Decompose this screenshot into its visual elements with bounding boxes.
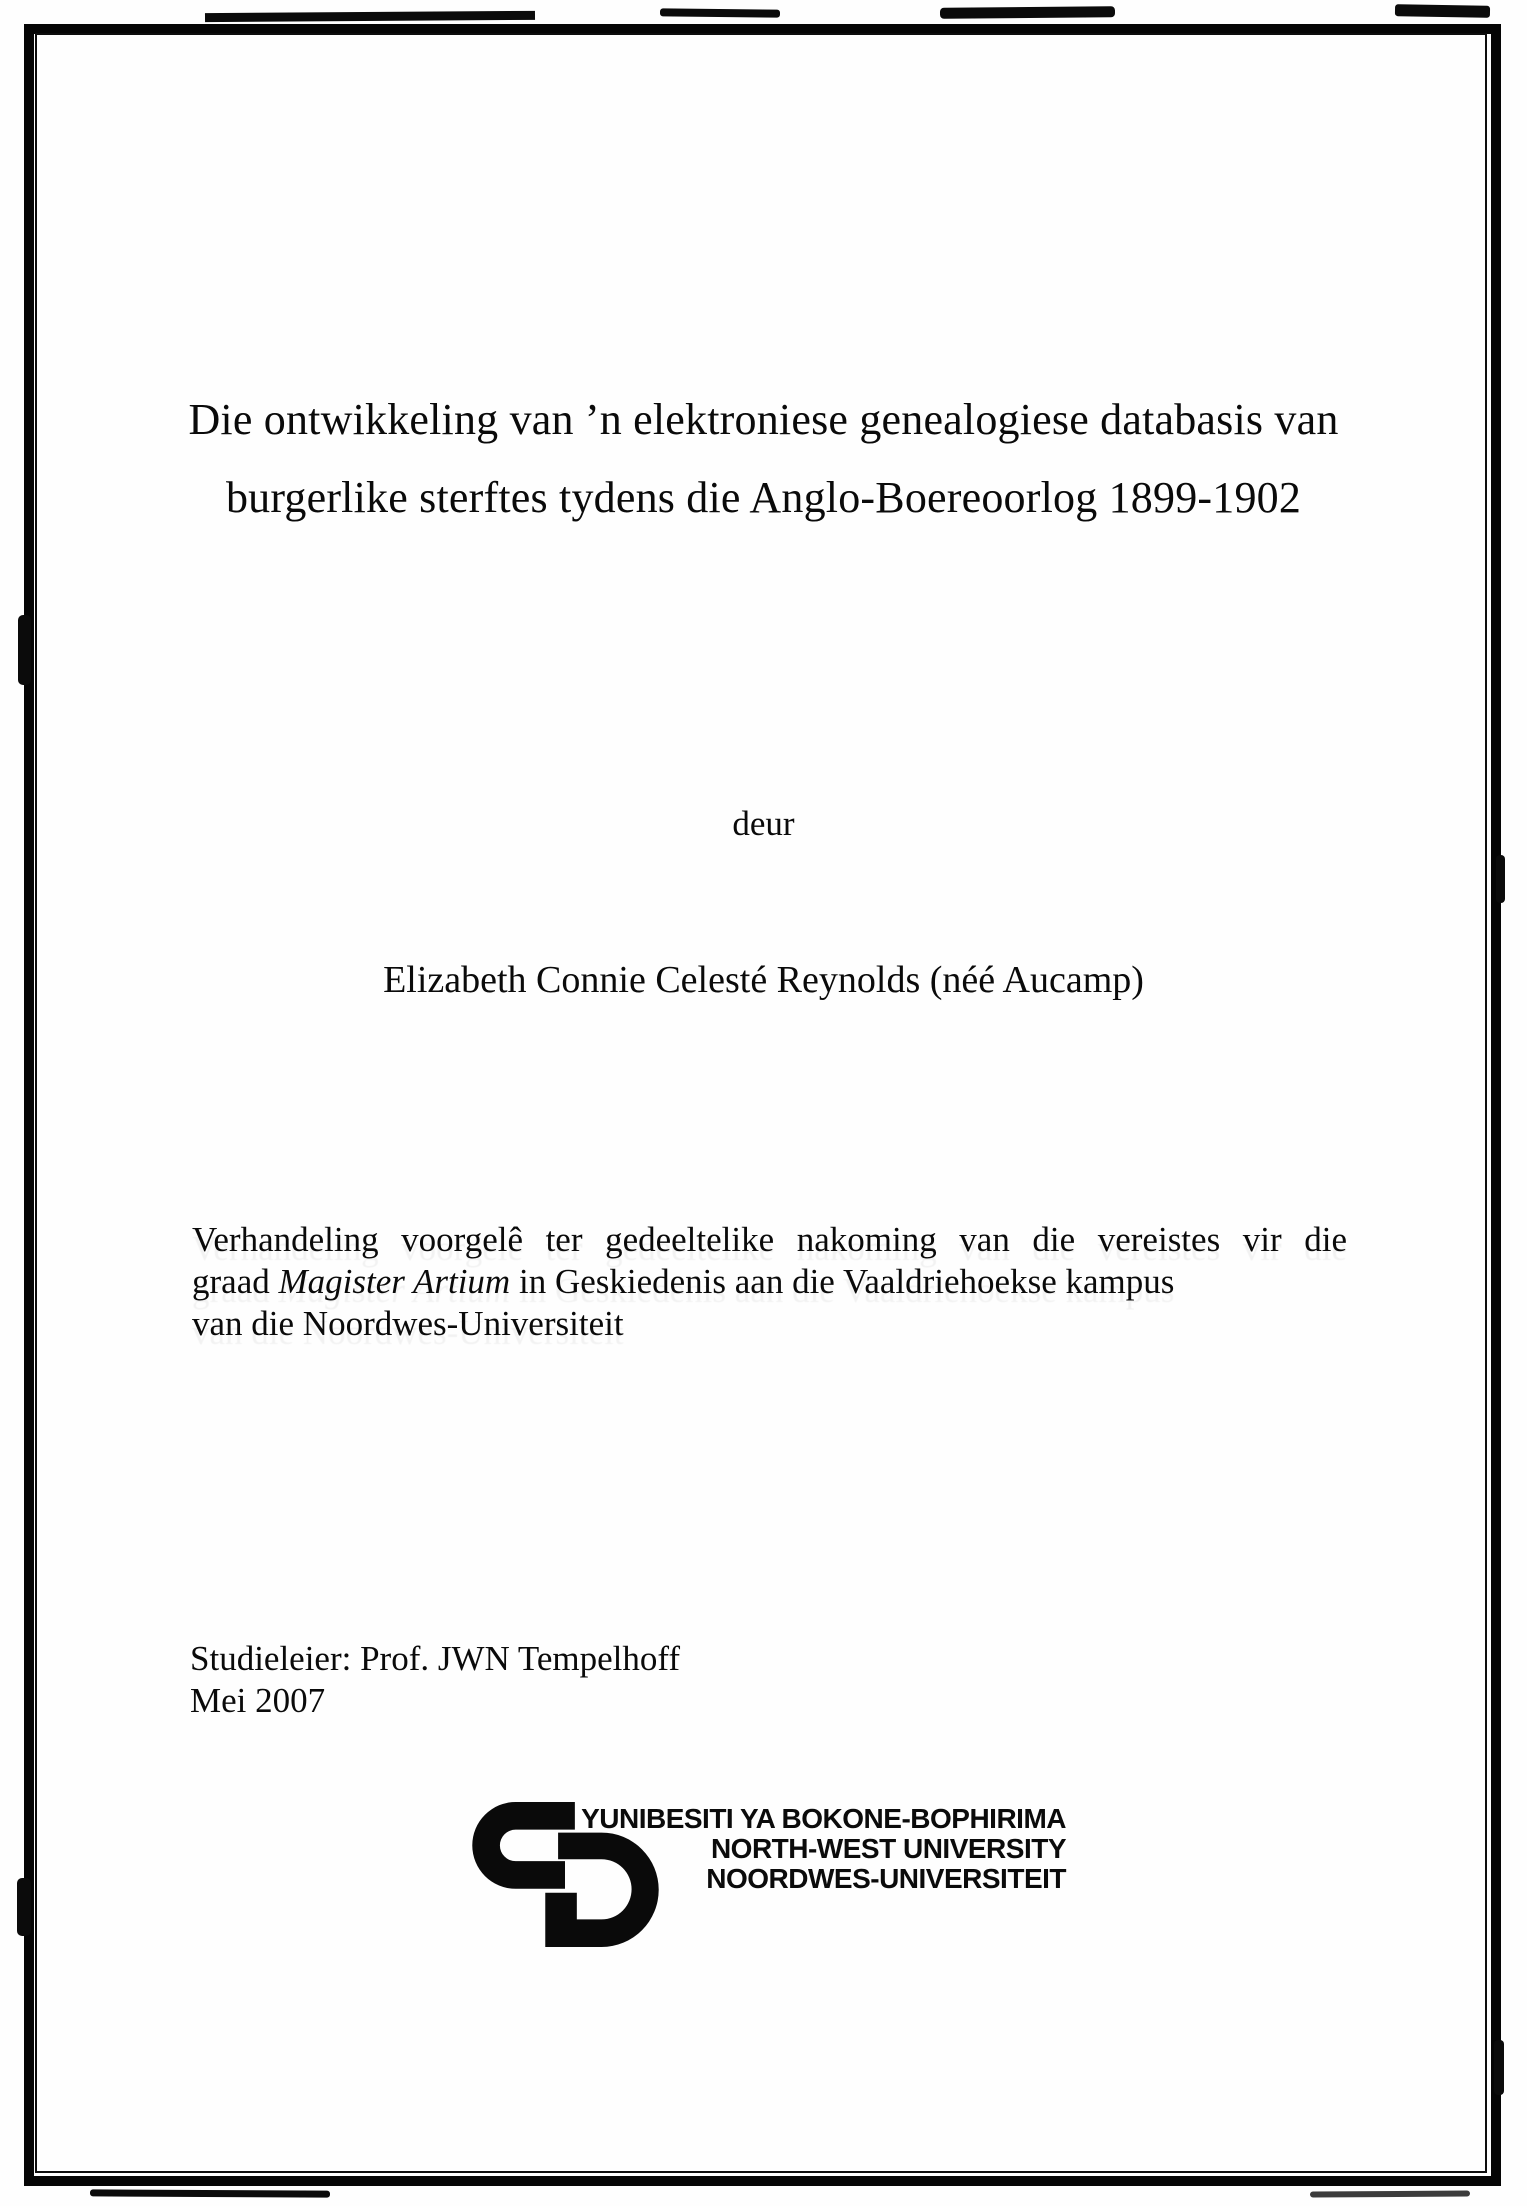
thesis-title-line1: Die ontwikkeling van ’n elektroniese genealogiese databasis van — [188, 395, 1339, 444]
university-name-setswana: YUNIBESITI YA BOKONE-BOPHIRIMA — [581, 1803, 1066, 1834]
statement-line1: Verhandeling voorgelê ter gedeeltelike nakoming van die vereistes vir die — [192, 1220, 1347, 1259]
scan-artifact — [660, 8, 780, 17]
supervisor-block — [190, 1638, 680, 1722]
author-name: Elizabeth Connie Celesté Reynolds (néé Aucamp) — [383, 959, 1144, 1001]
statement-line3: van die Noordwes-Universiteit — [192, 1304, 624, 1343]
submission-date: Mei 2007 — [190, 1681, 326, 1720]
statement-line2-pre: graad — [192, 1262, 279, 1301]
scan-artifact — [90, 2189, 330, 2197]
byline-label: deur — [732, 804, 795, 843]
scan-artifact — [1496, 855, 1505, 903]
scan-artifact — [17, 1878, 31, 1936]
scan-artifact — [1395, 4, 1490, 18]
scan-artifact — [940, 6, 1115, 19]
supervisor-name: Studieleier: Prof. JWN Tempelhoff — [190, 1639, 681, 1678]
thesis-title-line2: burgerlike sterftes tydens die Anglo-Boereoorlog 1899-1902 — [225, 473, 1302, 522]
university-name-block — [581, 1804, 1066, 1894]
scan-artifact — [18, 615, 31, 685]
statement-line2 — [192, 1261, 1347, 1303]
statement-line2-post: in Geskiedenis aan die Vaaldriehoekse kampus — [510, 1262, 1175, 1301]
submission-statement — [192, 1219, 1347, 1345]
university-name-afrikaans: NOORDWES-UNIVERSITEIT — [706, 1863, 1066, 1894]
scan-artifact — [1310, 2190, 1470, 2197]
thesis-title — [0, 381, 1527, 537]
university-name-english: NORTH-WEST UNIVERSITY — [710, 1833, 1066, 1864]
scan-artifact — [205, 11, 535, 22]
statement-degree-name: Magister Artium — [278, 1262, 511, 1301]
scan-artifact — [1494, 2040, 1504, 2095]
